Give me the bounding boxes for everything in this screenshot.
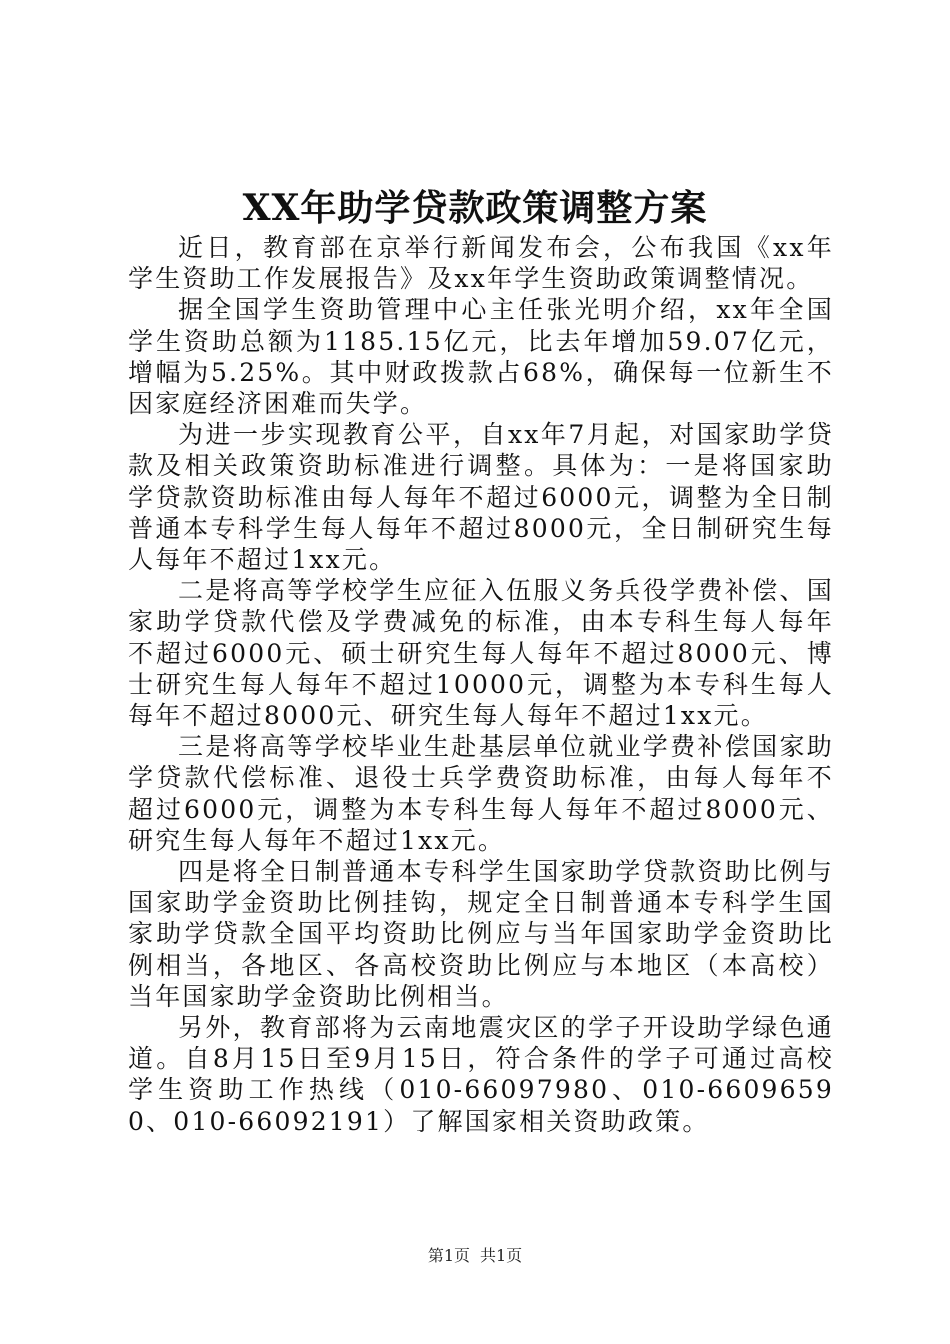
page-footer — [0, 1245, 950, 1267]
document-title: XX年助学贷款政策调整方案 — [242, 187, 708, 229]
paragraph-loan-standard: 为进一步实现教育公平，自xx年7月起，对国家助学贷款及相关政策资助标准进行调整。具体为：一是将国家助学贷款资助标准由每人每年不超过6000元，调整为全日制普通本专科学生每人每年不超过8000元，全日制研究生每人每年不超过1xx元。 — [128, 420, 834, 575]
page-number: 第1页 — [427, 1246, 470, 1265]
paragraph-grassroots-compensation: 三是将高等学校毕业生赴基层单位就业学费补偿国家助学贷款代偿标准、退役士兵学费资助标准，由每人每年不超过6000元，调整为本专科生每人每年不超过8000元、研究生每人每年不超过1xx元。 — [128, 732, 834, 855]
paragraph-military-compensation: 二是将高等学校学生应征入伍服义务兵役学费补偿、国家助学贷款代偿及学费减免的标准，由本专科生每人每年不超过6000元、硕士研究生每人每年不超过8000元、博士研究生每人每年不超过10000元，调整为本专科生每人每年不超过8000元、研究生每人每年不超过1xx元。 — [128, 576, 834, 731]
paragraph-funding-total: 据全国学生资助管理中心主任张光明介绍，xx年全国学生资助总额为1185.15亿元，比去年增加59.07亿元，增幅为5.25%。其中财政拨款占68%，确保每一位新生不因家庭经济困难而失学。 — [128, 295, 834, 419]
document-body — [128, 232, 834, 1137]
page-total: 共1页 — [480, 1246, 523, 1265]
paragraph-press-conference: 近日，教育部在京举行新闻发布会，公布我国《xx年学生资助工作发展报告》及xx年学生资助政策调整情况。 — [128, 233, 834, 294]
paragraph-green-channel: 另外，教育部将为云南地震灾区的学子开设助学绿色通道。自8月15日至9月15日，符合条件的学子可通过高校学生资助工作热线（010-66097980、010-66096590、010-66092191）了解国家相关资助政策。 — [128, 1013, 834, 1136]
paragraph-ratio-linkage: 四是将全日制普通本专科学生国家助学贷款资助比例与国家助学金资助比例挂钩，规定全日制普通本专科学生国家助学贷款全国平均资助比例应与当年国家助学金资助比例相当，各地区、各高校资助比例应与本地区（本高校）当年国家助学金资助比例相当。 — [128, 857, 834, 1011]
